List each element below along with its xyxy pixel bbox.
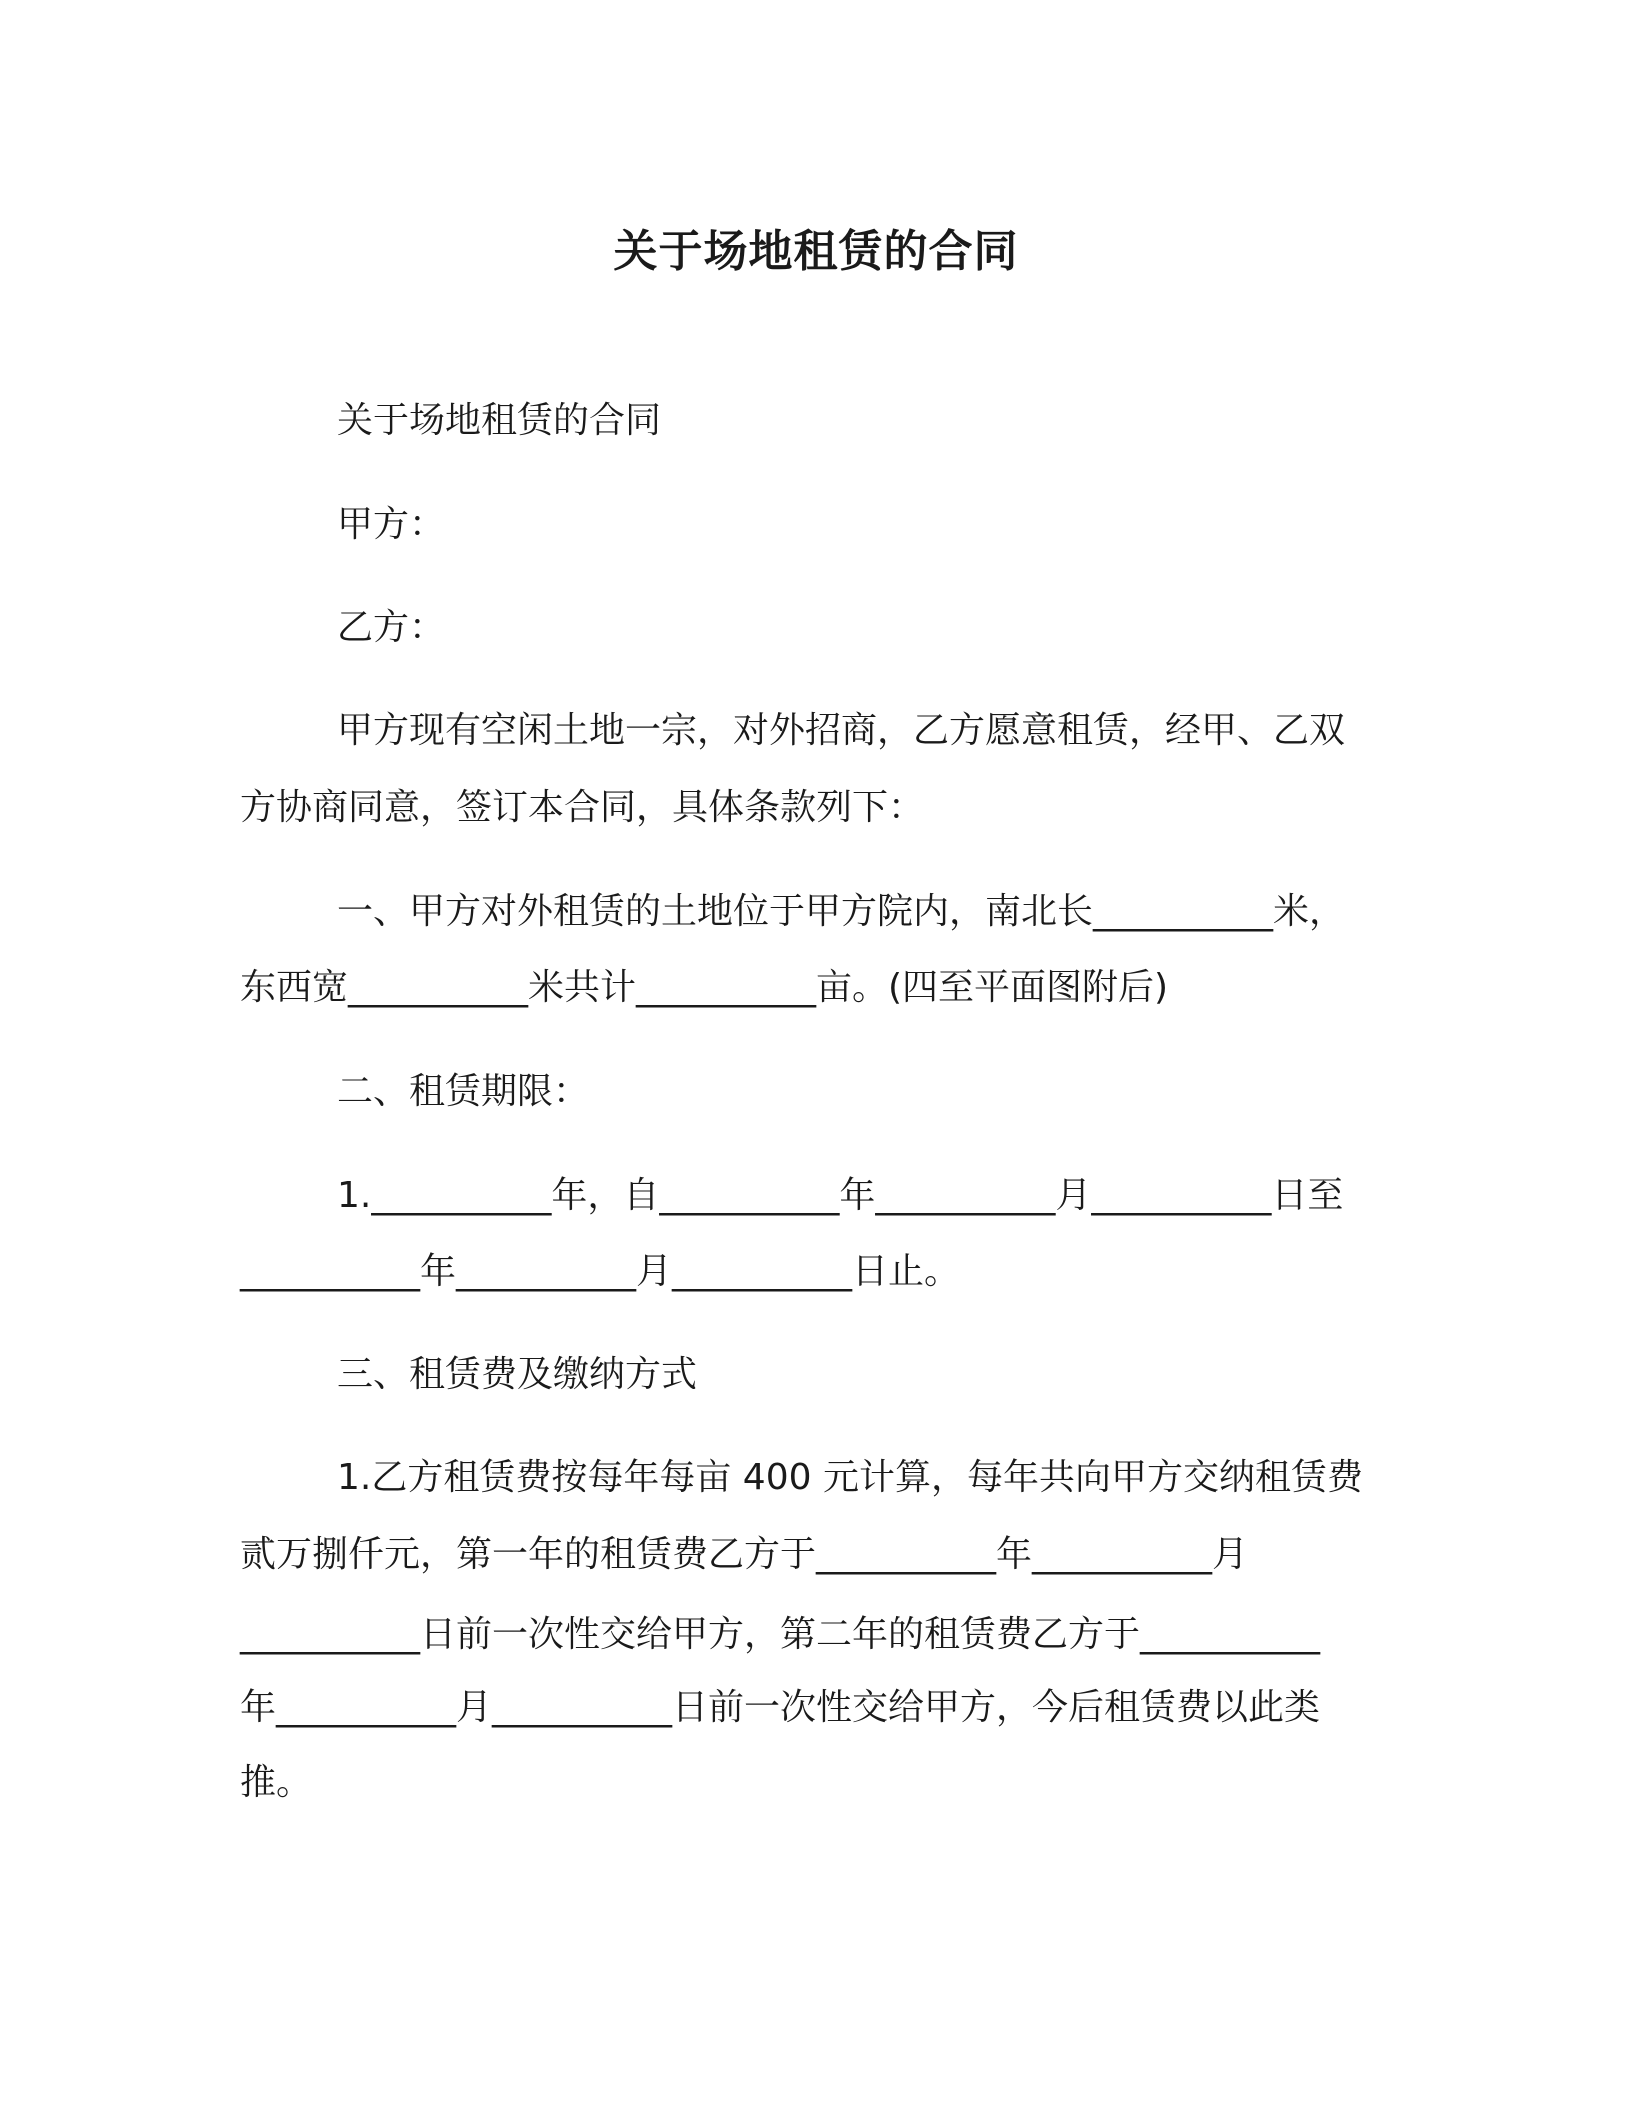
clause-1-line-2: 东西宽__________米共计__________亩。(四至平面图附后) (240, 967, 1169, 1008)
preamble-line-1: 甲方现有空闲土地一宗，对外招商，乙方愿意租赁，经甲、乙双 (337, 710, 1346, 751)
preamble-line-2: 方协商同意，签订本合同，具体条款列下： (240, 787, 925, 828)
clause-2-heading: 二、租赁期限： (337, 1071, 590, 1112)
clause-3-1-line-4: 年__________月__________日前一次性交给甲方，今后租赁费以此类 (240, 1687, 1321, 1728)
clause-3-1-line-5: 推。 (240, 1762, 313, 1803)
document-title: 关于场地租赁的合同 (613, 226, 1019, 277)
subtitle-line: 关于场地租赁的合同 (337, 400, 662, 441)
clause-3-1-line-1: 1.乙方租赁费按每年每亩 400 元计算，每年共向甲方交纳租赁费 (337, 1457, 1363, 1498)
party-a-label: 甲方： (337, 504, 446, 545)
clause-3-1-line-2: 贰万捌仟元，第一年的租赁费乙方于__________年__________月 (240, 1534, 1249, 1575)
clause-3-heading: 三、租赁费及缴纳方式 (337, 1354, 698, 1395)
clause-3-1-line-3: __________日前一次性交给甲方，第二年的租赁费乙方于__________ (240, 1614, 1321, 1655)
clause-2-1-line-1: 1.__________年，自__________年__________月__________日至 (337, 1175, 1344, 1216)
clause-2-1-line-2: __________年__________月__________日止。 (240, 1251, 961, 1292)
clause-1-line-1: 一、甲方对外租赁的土地位于甲方院内，南北长__________米， (337, 891, 1346, 932)
party-b-label: 乙方： (337, 607, 446, 648)
